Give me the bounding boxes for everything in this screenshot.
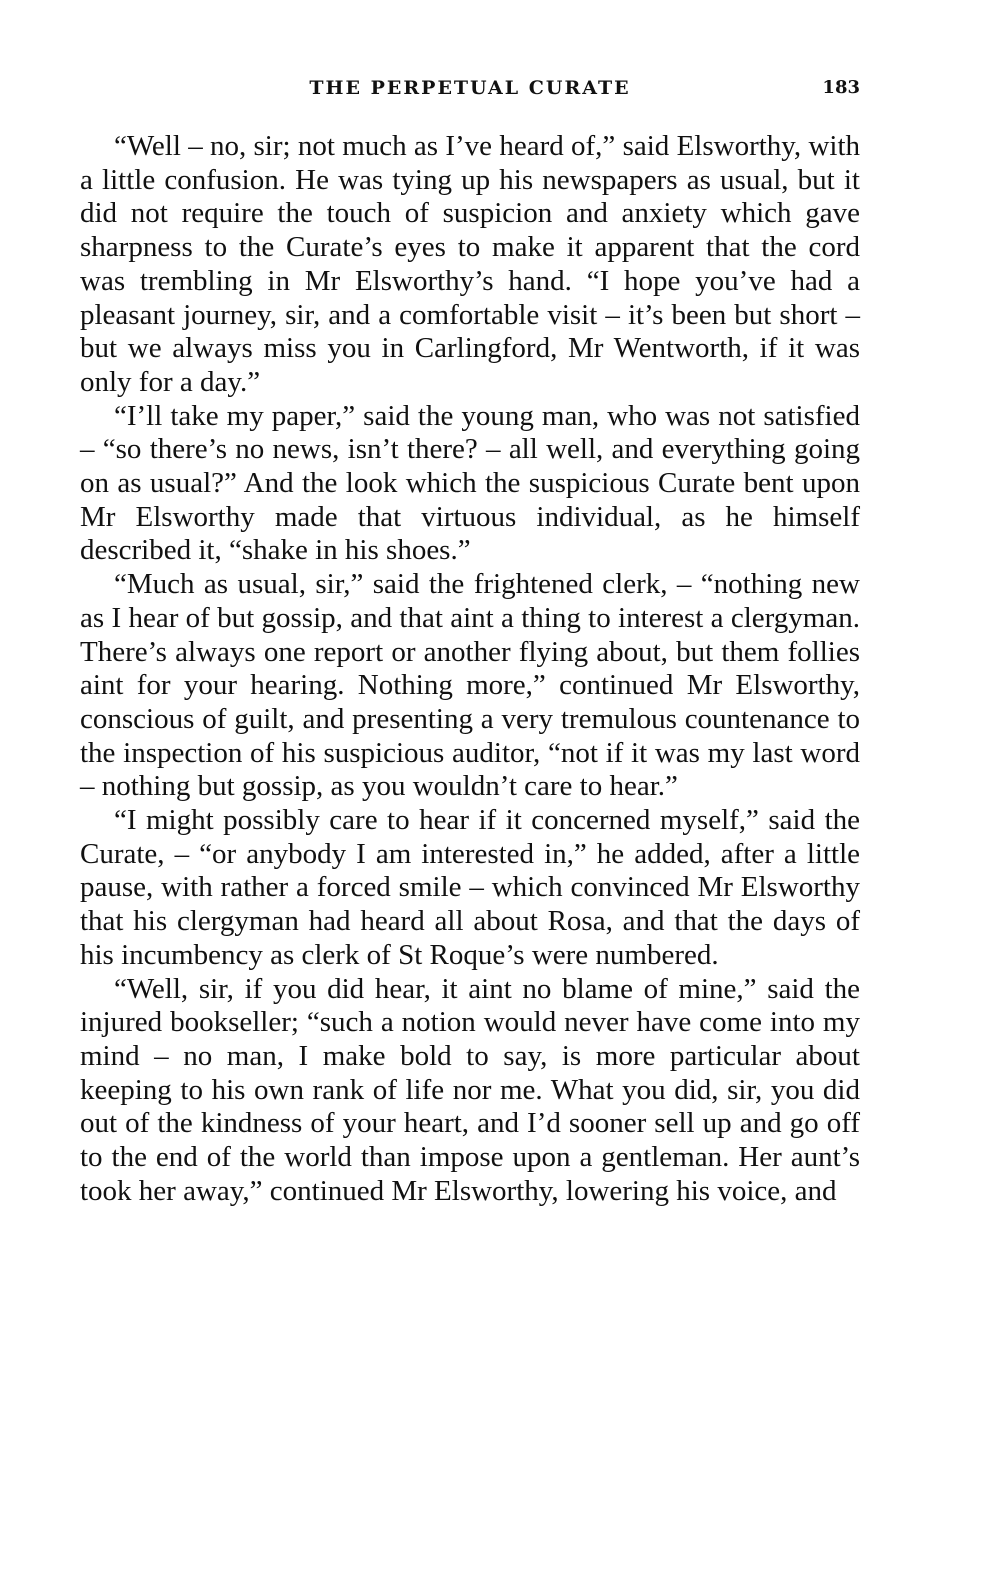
paragraph: “I’ll take my paper,” said the young man, who was not satisfied – “so there’s no news, isn’t there? – all well, and everything going on as usual?” And the look which the suspicious Curate bent upon Mr Elsworthy made that virtuous individual, as he himself described it, “shake in his shoes.” bbox=[80, 399, 860, 567]
running-header bbox=[80, 70, 860, 106]
paragraph: “Much as usual, sir,” said the frightened clerk, – “nothing new as I hear of but gossip, and that aint a thing to interest a clergyman. There’s always one report or another flying about, but them follies aint for your hearing. Nothing more,” continued Mr Elsworthy, conscious of guilt, and presenting a very tremulous countenance to the inspection of his suspicious auditor, “not if it was my last word – nothing but gossip, as you wouldn’t care to hear.” bbox=[80, 568, 860, 803]
body-text bbox=[80, 130, 860, 1209]
paragraph: “Well, sir, if you did hear, it aint no blame of mine,” said the injured bookseller; “such a notion would never have come into my mind – no man, I make bold to say, is more particular about keeping to his own rank of life nor me. What you did, sir, you did out of the kindness of your heart, and I’d sooner sell up and go off to the end of the world than impose upon a gentleman. Her aunt’s took her away,” continued Mr Elsworthy, lowering his voice, and bbox=[80, 972, 860, 1207]
paragraph: “I might possibly care to hear if it concerned myself,” said the Curate, – “or anybody I am interested in,” he added, after a little pause, with rather a forced smile – which convinced Mr Elsworthy that his clergyman had heard all about Rosa, and that the days of his incumbency as clerk of St Roque’s were numbered. bbox=[80, 804, 860, 971]
running-title: THE PERPETUAL CURATE bbox=[309, 77, 631, 99]
paragraph: “Well – no, sir; not much as I’ve heard of,” said Elsworthy, with a little confusion. He was tying up his newspapers as usual, but it did not require the touch of suspicion and anxiety which gave sharpness to the Curate’s eyes to make it apparent that the cord was trembling in Mr Elsworthy’s hand. “I hope you’ve had a pleasant journey, sir, and a comfortable visit – it’s been but short – but we always miss you in Carlingford, Mr Wentworth, if it was only for a day.” bbox=[80, 130, 860, 398]
page-number: 183 bbox=[822, 77, 860, 98]
